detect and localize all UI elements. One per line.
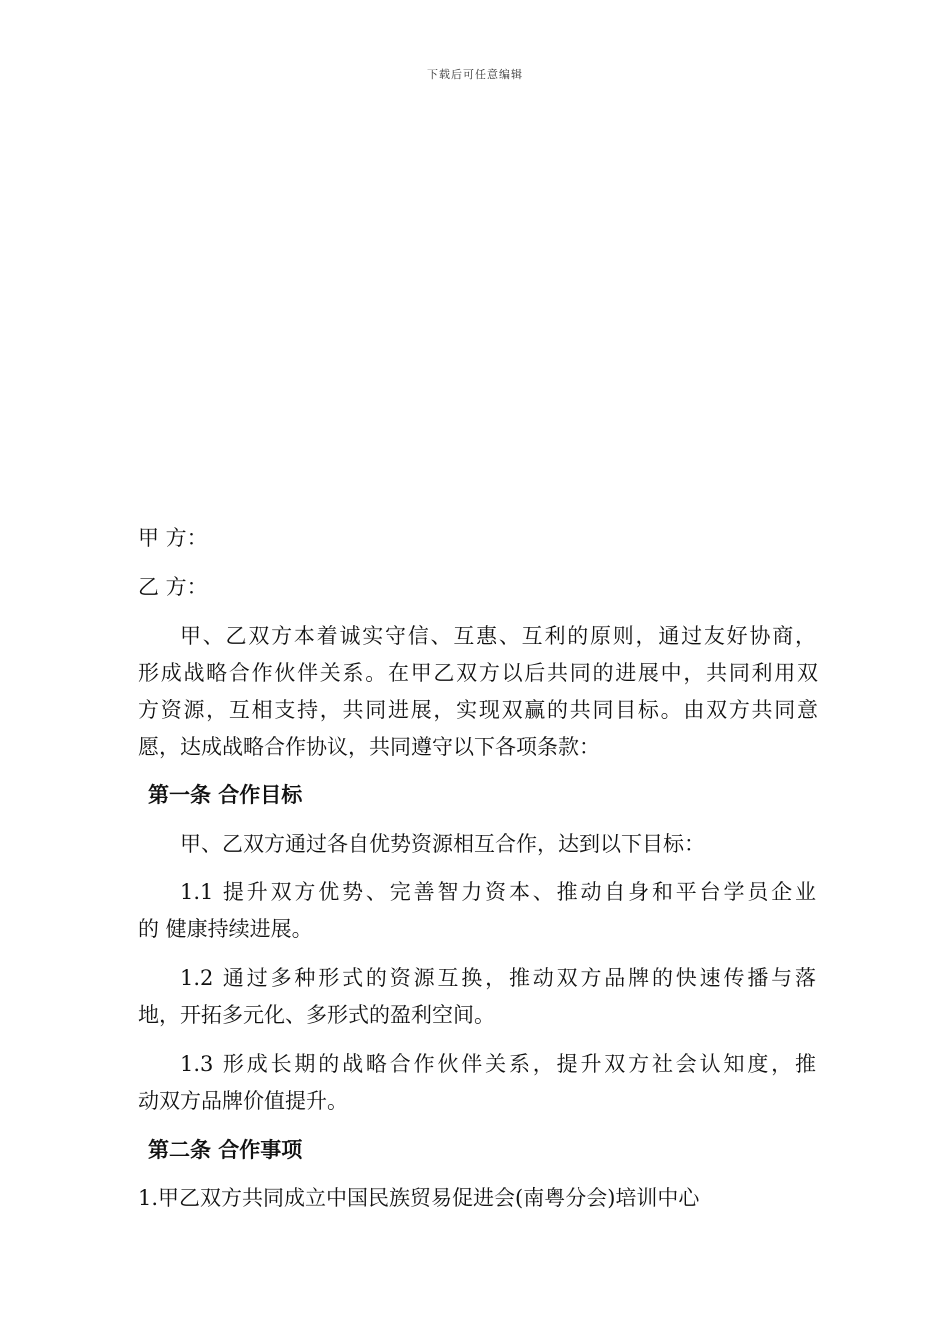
article-2-item-1: 1.甲乙双方共同成立中国民族贸易促进会(南粤分会)培训中心 xyxy=(138,1186,700,1210)
article-1-item-2-line-2: 地，开拓多元化、多形式的盈利空间。 xyxy=(138,1003,495,1027)
intro-line-2: 形成战略合作伙伴关系。在甲乙双方以后共同的进展中，共同利用双 xyxy=(138,661,818,685)
article-2-heading: 第二条 合作事项 xyxy=(148,1138,303,1162)
intro-line-1: 甲、乙双方本着诚实守信、互惠、互利的原则，通过友好协商， xyxy=(180,624,816,648)
party-b-label: 乙 方： xyxy=(138,575,208,599)
article-1-lead: 甲、乙双方通过各自优势资源相互合作，达到以下目标： xyxy=(180,832,705,856)
article-1-item-1-line-1: 1.1 提升双方优势、完善智力资本、推动自身和平台学员企业 xyxy=(180,880,816,904)
article-1-item-3-line-1: 1.3 形成长期的战略合作伙伴关系，提升双方社会认知度，推 xyxy=(180,1052,816,1076)
party-a-label: 甲 方： xyxy=(138,526,208,550)
article-1-item-3-line-2: 动双方品牌价值提升。 xyxy=(138,1089,348,1113)
article-1-item-2-line-1: 1.2 通过多种形式的资源互换，推动双方品牌的快速传播与落 xyxy=(180,966,816,990)
intro-line-4: 愿，达成战略合作协议，共同遵守以下各项条款： xyxy=(138,735,600,759)
article-1-heading: 第一条 合作目标 xyxy=(148,783,303,807)
header-note: 下载后可任意编辑 xyxy=(427,68,523,81)
intro-line-3: 方资源，互相支持，共同进展，实现双赢的共同目标。由双方共同意 xyxy=(138,698,818,722)
article-1-item-1-line-2: 的 健康持续进展。 xyxy=(138,917,313,941)
